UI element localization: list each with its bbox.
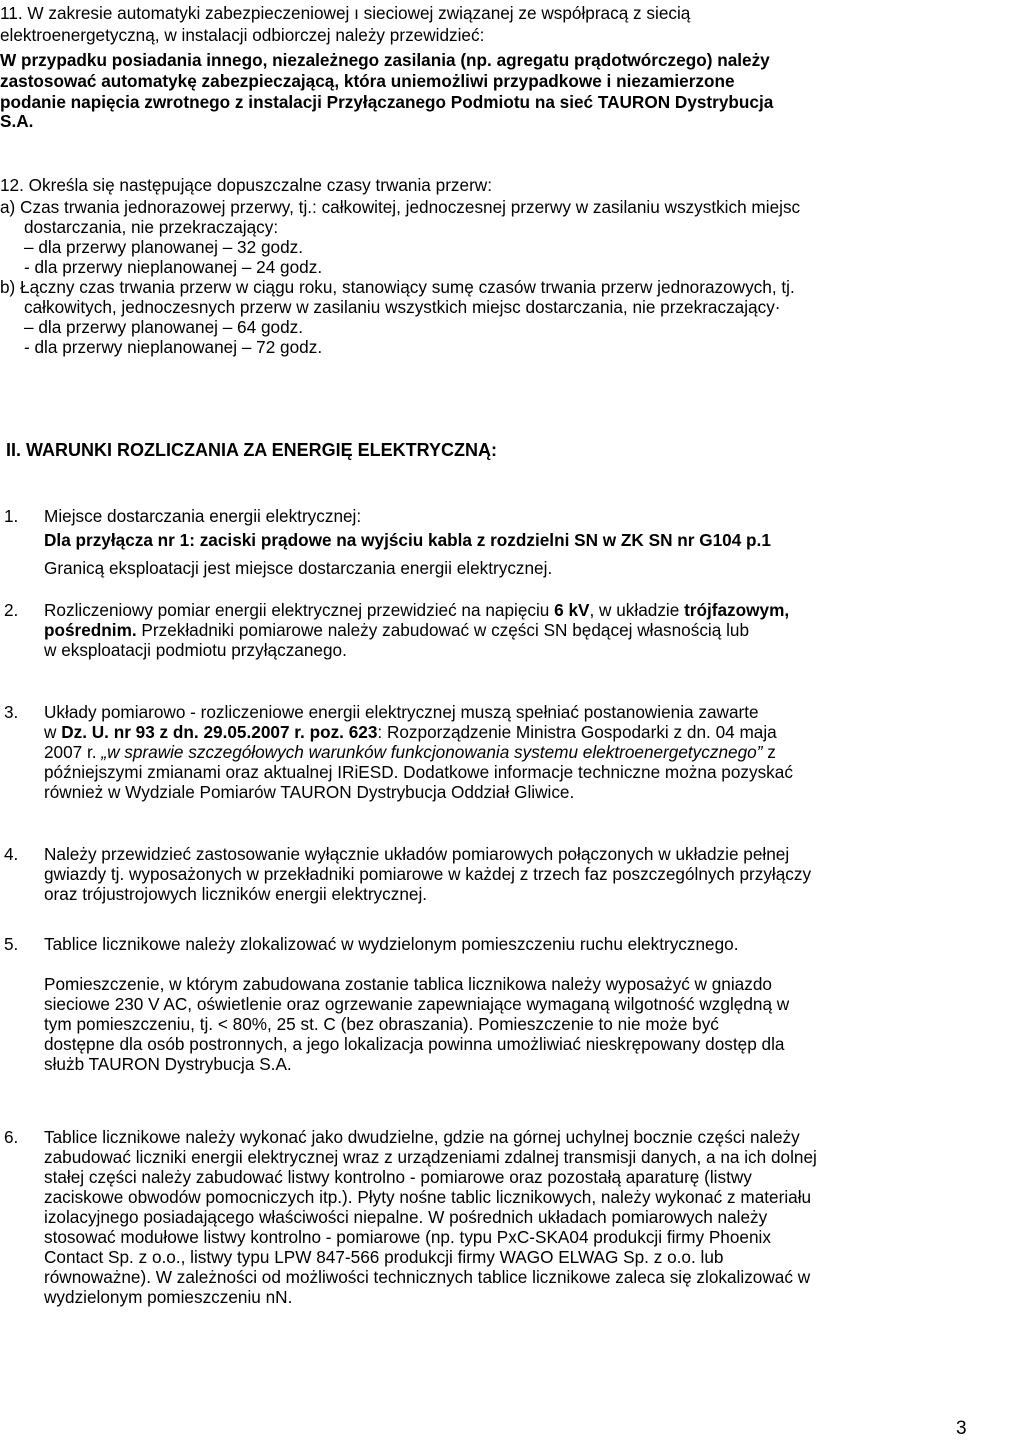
- item-12-b-line-4: - dla przerwy nieplanowanej – 72 godz.: [24, 338, 323, 357]
- paragraph-3-line-5: również w Wydziale Pomiarów TAURON Dystrybucja Oddział Gliwice.: [44, 783, 575, 802]
- item-11-line-4: zastosować automatykę zabezpieczającą, która uniemożliwi przypadkowe i niezamierzone: [0, 72, 735, 91]
- item-12-a-line-2: dostarczania, nie przekraczający:: [24, 218, 279, 237]
- paragraph-6-line-7: Contact Sp. z o.o., listwy typu LPW 847-566 produkcji firmy WAGO ELWAG Sp. z o.o. lub: [44, 1248, 724, 1267]
- paragraph-6-line-5: izolacyjnego posiadającego właściwości niepalne. W pośrednich układach pomiarowych należy: [44, 1208, 768, 1227]
- paragraph-6-line-4: zaciskowe obwodów pomocniczych itp.). Płyty nośne tablic licznikowych, należy wykonać z materiału: [44, 1188, 812, 1207]
- paragraph-2-text-a: Rozliczeniowy pomiar energii elektrycznej przewidzieć na napięciu: [44, 601, 555, 620]
- paragraph-3-text-z: z: [762, 743, 776, 762]
- paragraph-2-line-2: [0, 621, 1010, 640]
- item-11-line-5: podanie napięcia zwrotnego z instalacji Przyłączanego Podmiotu na sieć TAURON Dystrybucja: [0, 93, 774, 112]
- paragraph-3-number: 3.: [4, 702, 19, 722]
- paragraph-6-line-2: zabudować liczniki energii elektrycznej wraz z urządzeniami zdalnej transmisji danych, a na ich dolnej: [44, 1148, 817, 1167]
- section-2-heading: II. WARUNKI ROZLICZANIA ZA ENERGIĘ ELEKTRYCZNĄ:: [6, 441, 497, 460]
- paragraph-1-number: 1.: [4, 506, 19, 526]
- paragraph-5-line-4: tym pomieszczeniu, tj. < 80%, 25 st. C (bez obraszania). Pomieszczenie to nie może być: [44, 1015, 719, 1034]
- item-12-b-line-3: – dla przerwy planowanej – 64 godz.: [24, 318, 303, 337]
- paragraph-6: [0, 1127, 1010, 1307]
- paragraph-2-line-3: w eksploatacji podmiotu przyłączanego.: [44, 641, 347, 660]
- item-11: [0, 4, 1010, 131]
- paragraph-1-line-2: Dla przyłącza nr 1: zaciski prądowe na wyjściu kabla z rozdzielni SN w ZK SN nr G104 p.1: [44, 531, 771, 550]
- paragraph-6-line-1: Tablice licznikowe należy wykonać jako dwudzielne, gdzie na górnej uchylnej bocznie części należy: [44, 1128, 800, 1147]
- item-12-a-line-4: - dla przerwy nieplanowanej – 24 godz.: [24, 258, 323, 277]
- paragraph-3-text-a: w: [44, 723, 62, 742]
- paragraph-3-regulation-title: „w sprawie szczegółowych warunków funkcjonowania systemu elektroenergetycznego”: [101, 743, 763, 762]
- paragraph-5-line-1: Tablice licznikowe należy zlokalizować w wydzielonym pomieszczeniu ruchu elektrycznego.: [44, 935, 739, 954]
- paragraph-4-number: 4.: [4, 844, 19, 864]
- paragraph-4-line-2: gwiazdy tj. wyposażonych w przekładniki pomiarowe w każdej z trzech faz poszczególnych przyłączy: [44, 865, 812, 884]
- paragraph-6-line-3: stałej części należy zabudować listwy kontrolno - pomiarowe oraz pozostałą aparaturę (listwy: [44, 1168, 752, 1187]
- paragraph-4-line-3: oraz trójustrojowych liczników energii elektrycznej.: [44, 885, 428, 904]
- item-12: [0, 176, 1010, 357]
- item-12-b-line-2: całkowitych, jednoczesnych przerw w zasilaniu wszystkich miejsc dostarczania, nie przekraczający·: [24, 298, 781, 317]
- paragraph-3: [0, 702, 1010, 802]
- paragraph-3-legal-reference: Dz. U. nr 93 z dn. 29.05.2007 r. poz. 623: [61, 723, 378, 742]
- paragraph-4-line-1: Należy przewidzieć zastosowanie wyłącznie układów pomiarowych połączonych w układzie pełnej: [44, 845, 790, 864]
- paragraph-2: [0, 601, 1010, 658]
- item-12-heading: 12. Określa się następujące dopuszczalne czasy trwania przerw:: [0, 176, 492, 195]
- paragraph-1: [0, 506, 1010, 578]
- paragraph-3-line-4: późniejszymi zmianami oraz aktualnej IRiESD. Dodatkowe informacje techniczne można pozyskać: [44, 763, 793, 782]
- paragraph-3-year: 2007 r.: [44, 743, 102, 762]
- paragraph-3-line-3: [0, 743, 1010, 762]
- item-12-a-line-3: – dla przerwy planowanej – 32 godz.: [24, 238, 303, 257]
- page-number: 3: [956, 1418, 967, 1439]
- section-2: [0, 441, 1010, 460]
- paragraph-5-line-6: służb TAURON Dystrybucja S.A.: [44, 1055, 292, 1074]
- paragraph-5: [0, 934, 1010, 1074]
- item-11-line-1: 11. W zakresie automatyki zabezpieczeniowej ı sieciowej związanej ze współpracą z siecią: [0, 4, 691, 23]
- paragraph-2-indirect: pośrednim.: [44, 621, 137, 640]
- paragraph-2-text-c: , w układzie: [589, 601, 685, 620]
- item-12-b-line-1: b) Łączny czas trwania przerw w ciągu roku, stanowiący sumę czasów trwania przerw jednorazowych, tj.: [0, 278, 795, 297]
- paragraph-5-line-3: sieciowe 230 V AC, oświetlenie oraz ogrzewanie zapewniające wymaganą wilgotność względną w: [44, 995, 790, 1014]
- paragraph-2-voltage: 6 kV: [554, 601, 590, 620]
- paragraph-3-line-1: Układy pomiarowo - rozliczeniowe energii elektrycznej muszą spełniać postanowienia zawarte: [44, 703, 759, 722]
- paragraph-4: [0, 845, 1010, 902]
- paragraph-6-line-8: równoważne). W zależności od możliwości technicznych tablice licznikowe zaleca się zlokalizować w: [44, 1268, 811, 1287]
- paragraph-1-line-1: Miejsce dostarczania energii elektrycznej:: [44, 507, 362, 526]
- item-11-line-6: S.A.: [0, 112, 34, 131]
- item-11-line-3: W przypadku posiadania innego, niezależnego zasilania (np. agregatu prądotwórczego) należy: [0, 51, 770, 70]
- paragraph-6-number: 6.: [4, 1127, 19, 1147]
- paragraph-5-line-5: dostępne dla osób postronnych, a jego lokalizacja powinna umożliwiać nieskrępowany dostęp dla: [44, 1035, 785, 1054]
- paragraph-5-line-2: Pomieszczenie, w którym zabudowana zostanie tablica licznikowa należy wyposażyć w gniazdo: [44, 975, 772, 994]
- paragraph-6-line-6: stosować modułowe listwy kontrolno - pomiarowe (np. typu PxC-SKA04 produkcji firmy Phoenix: [44, 1228, 771, 1247]
- paragraph-3-line-2: [0, 723, 1010, 742]
- paragraph-2-line-1: [0, 601, 1010, 620]
- item-12-a-line-1: a) Czas trwania jednorazowej przerwy, tj.: całkowitej, jednoczesnej przerwy w zasilaniu wszystkich miejsc: [0, 198, 801, 217]
- paragraph-3-text-c: : Rozporządzenie Ministra Gospodarki z dn. 04 maja: [377, 723, 777, 742]
- paragraph-2-number: 2.: [4, 600, 19, 620]
- paragraph-6-line-9: wydzielonym pomieszczeniu nN.: [44, 1288, 293, 1307]
- paragraph-5-number: 5.: [4, 934, 19, 954]
- paragraph-1-line-3: Granicą eksploatacji jest miejsce dostarczania energii elektrycznej.: [44, 559, 553, 578]
- paragraph-2-text-b: Przekładniki pomiarowe należy zabudować w części SN będącej własnością lub: [136, 621, 750, 640]
- paragraph-2-three-phase: trójfazowym,: [684, 601, 790, 620]
- item-11-line-2: elektroenergetyczną, w instalacji odbiorczej należy przewidzieć:: [0, 26, 485, 45]
